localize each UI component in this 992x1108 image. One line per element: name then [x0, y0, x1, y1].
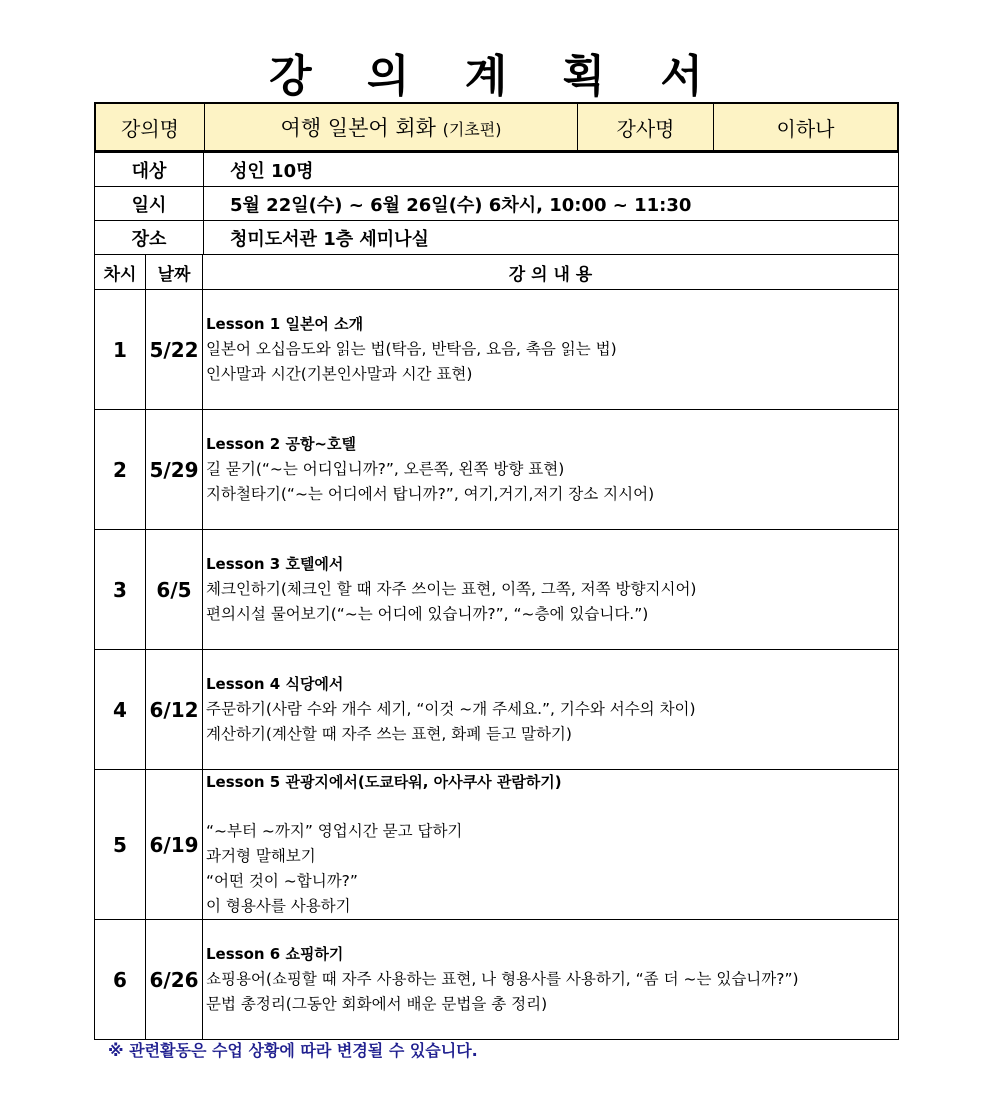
lesson-line: 편의시설 물어보기(“~는 어디에 있습니까?”, “~층에 있습니다.”): [206, 605, 649, 623]
session-content: [203, 770, 899, 920]
session-content: [203, 920, 899, 1040]
session-date: 5/22: [146, 290, 203, 410]
session-date: 6/19: [146, 770, 203, 920]
table-row: [95, 410, 899, 530]
table-row: [95, 920, 899, 1040]
lesson-line: 문법 총정리(그동안 회화에서 배운 문법을 총 정리): [206, 995, 548, 1013]
place-label: 장소: [95, 221, 204, 255]
lesson-line: “어떤 것이 ~합니까?”: [206, 872, 358, 890]
spacer: [206, 795, 898, 819]
content-column-header: 강 의 내 용: [203, 255, 899, 290]
session-number: 2: [95, 410, 146, 530]
lesson-line: 체크인하기(체크인 할 때 자주 쓰이는 표현, 이쪽, 그쪽, 저쪽 방향지시어): [206, 580, 697, 598]
date-column-header: 날짜: [146, 255, 203, 290]
lesson-line: 계산하기(계산할 때 자주 쓰는 표현, 화폐 듣고 말하기): [206, 725, 572, 743]
table-row: [95, 290, 899, 410]
instructor-name: 이하나: [714, 103, 899, 151]
session-number: 4: [95, 650, 146, 770]
lesson-line: 길 묻기(“~는 어디입니까?”, 오른쪽, 왼쪽 방향 표현): [206, 460, 565, 478]
change-notice: ※ 관련활동은 수업 상황에 따라 변경될 수 있습니다.: [108, 1041, 478, 1060]
date-label: 일시: [95, 187, 204, 221]
lesson-title: Lesson 1 일본어 소개: [206, 315, 364, 333]
course-level: (기초편): [442, 120, 502, 139]
lesson-line: 일본어 오십음도와 읽는 법(탁음, 반탁음, 요음, 촉음 읽는 법): [206, 340, 617, 358]
lesson-line: 인사말과 시간(기본인사말과 시간 표현): [206, 365, 473, 383]
lesson-title: Lesson 5 관광지에서(도쿄타워, 아사쿠사 관람하기): [206, 773, 562, 791]
session-content: [203, 530, 899, 650]
session-column-header: 차시: [95, 255, 146, 290]
session-number: 3: [95, 530, 146, 650]
course-header-table: [94, 102, 899, 152]
session-number: 6: [95, 920, 146, 1040]
table-row: [95, 530, 899, 650]
session-date: 6/5: [146, 530, 203, 650]
session-date: 6/26: [146, 920, 203, 1040]
lesson-line: 지하철타기(“~는 어디에서 탑니까?”, 여기,거기,저기 장소 지시어): [206, 485, 655, 503]
session-date: 6/12: [146, 650, 203, 770]
session-content: [203, 650, 899, 770]
place-value: 청미도서관 1층 세미나실: [204, 221, 899, 255]
lesson-line: 과거형 말해보기: [206, 847, 316, 865]
instructor-label: 강사명: [578, 103, 714, 151]
target-label: 대상: [95, 153, 204, 187]
schedule-table: [94, 254, 899, 1040]
date-value: 5월 22일(수) ~ 6월 26일(수) 6차시, 10:00 ~ 11:30: [204, 187, 899, 221]
session-content: [203, 290, 899, 410]
course-label: 강의명: [95, 103, 205, 151]
session-number: 5: [95, 770, 146, 920]
lesson-line: “~부터 ~까지” 영업시간 묻고 답하기: [206, 822, 463, 840]
table-row: [95, 650, 899, 770]
course-info-table: [94, 152, 899, 255]
target-value: 성인 10명: [204, 153, 899, 187]
lesson-line: 주문하기(사람 수와 개수 세기, “이것 ~개 주세요.”, 기수와 서수의 차이): [206, 700, 696, 718]
session-date: 5/29: [146, 410, 203, 530]
lesson-title: Lesson 3 호텔에서: [206, 555, 344, 573]
course-name: 여행 일본어 회화: [280, 116, 436, 140]
table-row: [95, 770, 899, 920]
lesson-title: Lesson 6 쇼핑하기: [206, 945, 344, 963]
page-title: 강 의 계 획 서: [269, 51, 723, 102]
lesson-line: 쇼핑용어(쇼핑할 때 자주 사용하는 표현, 나 형용사를 사용하기, “좀 더 ~는 있습니까?”): [206, 970, 799, 988]
course-name-cell: [205, 103, 578, 151]
lesson-title: Lesson 2 공항~호텔: [206, 435, 356, 453]
session-content: [203, 410, 899, 530]
session-number: 1: [95, 290, 146, 410]
lesson-title: Lesson 4 식당에서: [206, 675, 344, 693]
lesson-line: 이 형용사를 사용하기: [206, 897, 351, 915]
